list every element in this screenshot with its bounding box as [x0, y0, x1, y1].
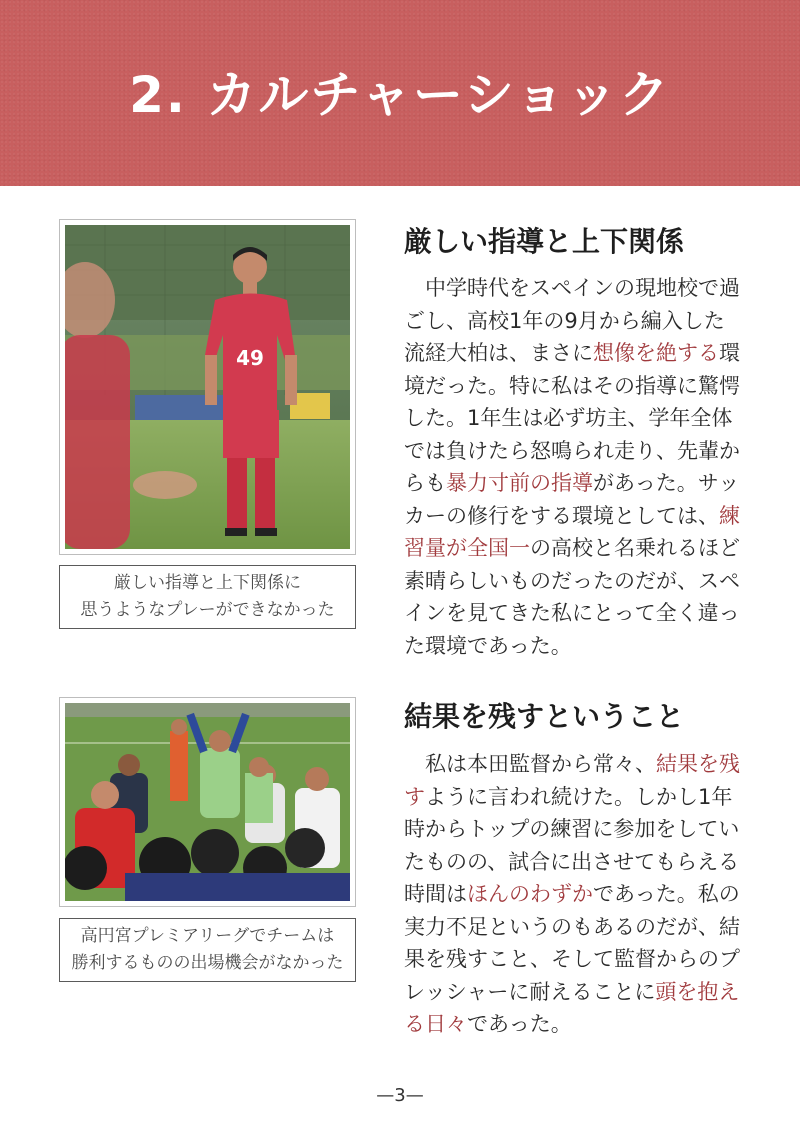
body-text-line	[404, 813, 754, 846]
highlighted-phrase: 習量が全国一	[404, 536, 530, 560]
body-text: した。1年生は必ず坊主、学年全体	[404, 406, 733, 430]
body-text-line	[404, 748, 754, 781]
body-text: 果を残すこと、そして監督からのプ	[404, 947, 740, 971]
body-text: ごし、高校1年の9月から編入した	[404, 308, 725, 333]
highlighted-phrase: す	[404, 784, 425, 809]
photo-caption-1	[59, 565, 356, 629]
team-celebration-photo-image	[65, 703, 350, 901]
body-text-line	[404, 878, 754, 911]
body-text-line	[404, 597, 754, 630]
body-text: 流経大柏は、まさに	[404, 341, 593, 365]
body-text: であった。私の	[593, 882, 740, 906]
body-text-line	[404, 305, 754, 338]
highlighted-phrase: 練	[719, 503, 740, 528]
body-text: た環境であった。	[404, 633, 572, 658]
body-text: 素晴らしいものだったのだが、スペ	[404, 568, 740, 593]
highlighted-phrase: 暴力寸前の指導	[446, 471, 593, 495]
page-title: 2. カルチャーショック	[129, 66, 671, 124]
body-text-line	[404, 272, 754, 305]
highlighted-phrase: ほんのわずか	[467, 882, 593, 906]
body-text: インを見てきた私にとって全く違っ	[404, 601, 740, 625]
jersey-number: 49	[236, 346, 264, 370]
body-text-line	[404, 976, 754, 1009]
highlighted-phrase: 結果を残	[656, 752, 740, 776]
body-text: 時からトップの練習に参加をしてい	[404, 817, 740, 841]
section-heading-2: 結果を残すということ	[404, 700, 685, 733]
body-text-line	[404, 500, 754, 533]
body-text: 環	[719, 341, 740, 365]
body-text-line	[404, 911, 754, 944]
body-text-line	[404, 370, 754, 403]
section-body-1	[404, 272, 754, 662]
highlighted-phrase: 想像を絶する	[593, 341, 719, 365]
section-heading-1: 厳しい指導と上下関係	[404, 225, 685, 258]
highlighted-phrase: 頭を抱え	[655, 979, 740, 1004]
body-text: ように言われ続けた。しかし1年	[425, 784, 733, 809]
section-body-2	[404, 748, 754, 1041]
body-text-line	[404, 943, 754, 976]
body-text-line	[404, 435, 754, 468]
body-text: 実力不足というのもあるのだが、結	[404, 914, 740, 939]
body-text: カーの修行をする環境としては、	[404, 503, 719, 528]
body-text-line	[404, 402, 754, 435]
body-text-line	[404, 565, 754, 598]
caption-line: 厳しい指導と上下関係に	[114, 573, 301, 593]
body-text: 境だった。特に私はその指導に驚愕	[404, 373, 740, 398]
body-text: 時間は	[404, 882, 467, 906]
caption-line: 高円宮プレミアリーグでチームは	[80, 926, 335, 946]
body-text: レッシャーに耐えることに	[404, 979, 656, 1004]
soccer-player-photo	[59, 219, 356, 555]
body-text-line	[404, 337, 754, 370]
photo-caption-2	[59, 918, 356, 982]
body-text: の高校と名乗れるほど	[530, 536, 740, 560]
body-text: では負けたら怒鳴られ走り、先輩か	[404, 438, 740, 463]
team-celebration-photo	[59, 697, 356, 907]
caption-line: 思うようなプレーができなかった	[80, 600, 335, 620]
body-text-line	[404, 1008, 754, 1041]
body-text: であった。	[467, 1012, 572, 1036]
body-text-line	[404, 532, 754, 565]
soccer-player-photo-image	[65, 225, 350, 549]
caption-line: 勝利するものの出場機会がなかった	[71, 953, 344, 973]
body-text-line	[404, 846, 754, 879]
body-text: 私は本田監督から常々、	[404, 752, 656, 776]
body-text: 中学時代をスペインの現地校で過	[404, 276, 740, 300]
page-number: —3—	[376, 1085, 424, 1106]
body-text: があった。サッ	[593, 471, 740, 495]
body-text-line	[404, 467, 754, 500]
body-text-line	[404, 781, 754, 814]
body-text: らも	[404, 471, 446, 495]
body-text-line	[404, 630, 754, 663]
title-banner	[0, 0, 800, 186]
body-text: たものの、試合に出させてもらえる	[404, 849, 740, 874]
highlighted-phrase: る日々	[404, 1012, 467, 1036]
